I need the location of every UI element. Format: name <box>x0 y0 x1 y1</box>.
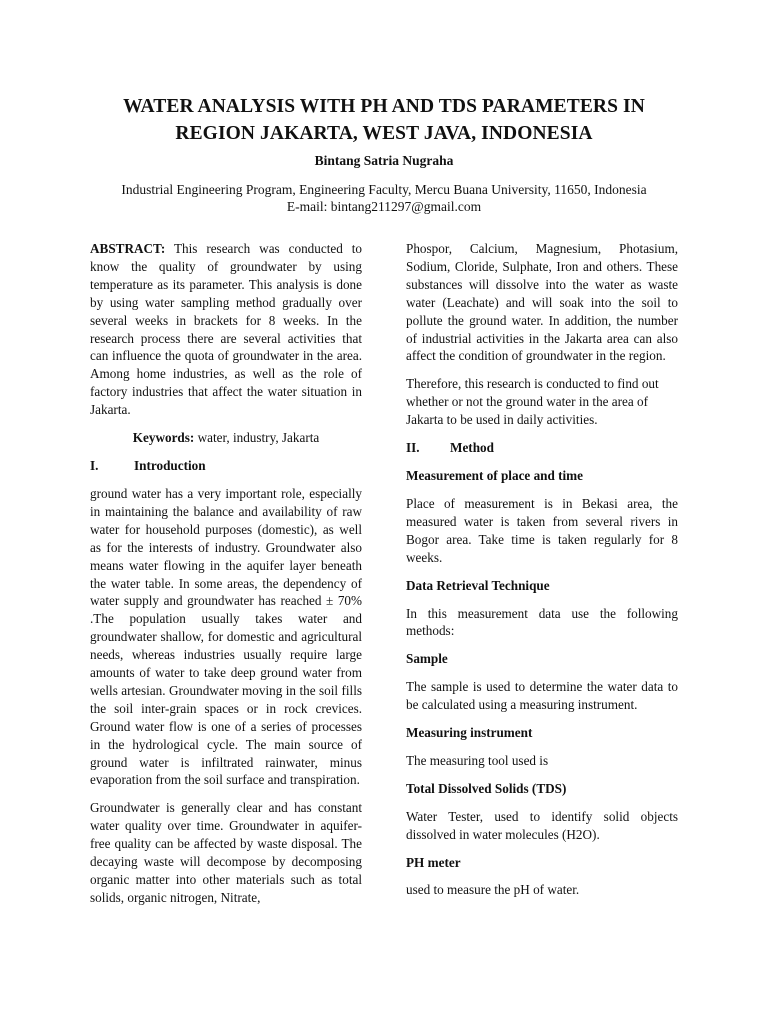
subheading-tds: Total Dissolved Solids (TDS) <box>406 780 567 796</box>
section-heading-method <box>406 439 678 457</box>
paper-title <box>40 93 728 147</box>
intro-paragraph-2: Groundwater is generally clear and has constant water quality over time. Groundwater in aquifer-free quality can be affected by waste disposal. The decaying waste will decompose by decomposing organic matter into other materials such as total solids, organic nitrogen, Nitrate, <box>90 800 362 905</box>
subheading-sample: Sample <box>406 651 448 667</box>
subheading-place-time: Measurement of place and time <box>406 468 584 484</box>
keywords <box>90 429 362 447</box>
paragraph-sample: The sample is used to determine the water data to be calculated using a measuring instrument. <box>406 679 678 713</box>
right-column <box>406 240 678 909</box>
subheading-measuring-instrument: Measuring instrument <box>406 725 533 741</box>
paragraph-place-time: Place of measurement is in Bekasi area, the measured water is taken from several rivers in Bogor area. Take time is taken regularly for 8 weeks. <box>406 495 678 565</box>
section-number: II. <box>406 440 420 456</box>
keywords-label: Keywords: <box>132 430 195 446</box>
section-title: Method <box>450 440 494 456</box>
paper-title-line-2: REGION JAKARTA, WEST JAVA, INDONESIA <box>175 123 593 144</box>
intro-paragraph-3: Phospor, Calcium, Magnesium, Photasium, Sodium, Cloride, Sulphate, Iron and others. These substances will dissolve into the water as waste water (Leachate) and will soak into the soil to pollute the ground water. In addition, the number of industrial activities in the Jakarta area can also affect the condition of groundwater in the region. <box>406 241 678 364</box>
section-heading-introduction <box>90 457 362 475</box>
paragraph-data-retrieval: In this measurement data use the following methods: <box>406 605 678 639</box>
abstract <box>90 240 362 419</box>
author-affiliation-block <box>40 181 728 215</box>
intro-paragraph-4: Therefore, this research is conducted to find out whether or not the ground water in the area of Jakarta to be used in daily activities. <box>406 376 659 428</box>
abstract-label: ABSTRACT: <box>90 241 166 256</box>
paragraph-tds: Water Tester, used to identify solid objects dissolved in water molecules (H2O). <box>406 808 678 842</box>
section-number: I. <box>90 457 99 473</box>
intro-paragraph-1: ground water has a very important role, especially in maintaining the balance and availability of raw water for household purposes (domestic), as well as for the interests of industry. Groundwater also means water flowing in the aquifer layer beneath the water table. In some areas, the dependency of water supply and groundwater has reached ± 70% .The population usually takes water and groundwater shallow, for domestic and agricultural needs, whereas industries usually require large amounts of water to take deep ground water from wells artesian. Groundwater moving in the soil fills the soil inter-grain spaces or in rock crevices. Ground water flow is one of a series of processes in the hydrological cycle. The main source of ground water is infiltrated rainwater, minus evaporation from the soil surface and transpiration. <box>90 485 362 788</box>
paragraph-ph-meter: used to measure the pH of water. <box>406 882 580 898</box>
paragraph-measuring-instrument: The measuring tool used is <box>406 752 549 768</box>
email: E-mail: bintang211297@gmail.com <box>286 199 482 214</box>
keywords-text: water, industry, Jakarta <box>197 430 320 446</box>
abstract-text: This research was conducted to know the quality of groundwater by using temperature as its parameter. This analysis is done by using water sampling method gradually over several weeks in brackets for 8 weeks. In the research process there are several activities that can influence the quota of groundwater in the area. Among home industries, as well as the role of factory industries that affect the water situation in Jakarta. <box>90 241 363 418</box>
paper-title-line-1: WATER ANALYSIS WITH PH AND TDS PARAMETERS IN <box>123 96 645 117</box>
left-column <box>90 240 362 917</box>
subheading-ph-meter: PH meter <box>406 854 461 870</box>
section-title: Introduction <box>134 457 206 473</box>
subheading-data-retrieval: Data Retrieval Technique <box>406 577 550 593</box>
affiliation: Industrial Engineering Program, Engineering Faculty, Mercu Buana University, 11650, Indonesia <box>121 182 647 197</box>
author-name: Bintang Satria Nugraha <box>314 153 454 168</box>
